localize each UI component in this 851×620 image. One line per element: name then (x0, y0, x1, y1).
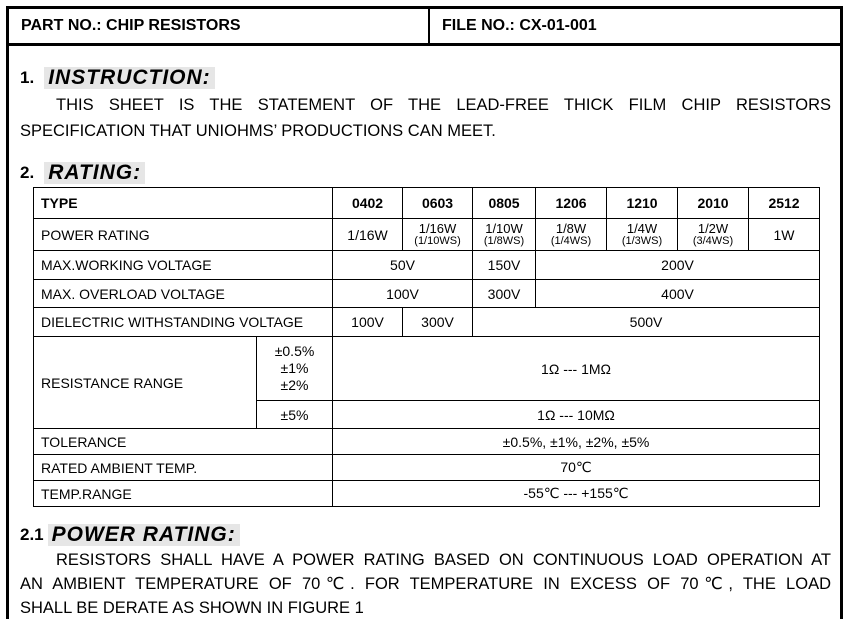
document-header (6, 6, 843, 46)
dielectric-label: DIELECTRIC WITHSTANDING VOLTAGE (34, 308, 333, 337)
section-title: RATING: (44, 162, 145, 184)
rated-ambient-value: 70℃ (333, 455, 820, 481)
section-number: 2. (20, 163, 35, 182)
max-working-voltage-label: MAX.WORKING VOLTAGE (34, 251, 333, 280)
table-row-temp-range (34, 481, 820, 507)
power-rating-line-2: AN AMBIENT TEMPERATURE OF 70℃. FOR TEMPERATURE IN EXCESS OF 70℃, THE LOAD (20, 575, 831, 593)
max-working-voltage-value: 50V (333, 251, 473, 280)
max-working-voltage-value: 200V (536, 251, 820, 280)
section-title: POWER RATING: (48, 524, 240, 546)
table-row-tolerance (34, 429, 820, 455)
max-overload-voltage-value: 300V (473, 280, 536, 308)
power-rating-cell (333, 219, 403, 251)
power-rating-cell: 1/16W (1/10WS) (403, 219, 473, 251)
power-rating-cell: 1/10W (1/8WS) (473, 219, 536, 251)
resistance-range-label: RESISTANCE RANGE (34, 337, 257, 429)
section-number: 1. (20, 68, 35, 87)
instruction-line-1: THIS SHEET IS THE STATEMENT OF THE LEAD-FREE THICK FILM CHIP RESISTORS (56, 96, 831, 114)
size-1206: 1206 (536, 188, 607, 219)
section-2-1-heading (20, 524, 240, 546)
size-2010: 2010 (678, 188, 749, 219)
size-0402: 0402 (333, 188, 403, 219)
tolerance-value: ±0.5%, ±1%, ±2%, ±5% (333, 429, 820, 455)
resistance-range-a: 1Ω --- 1MΩ (333, 337, 820, 401)
power-rating-line-1: RESISTORS SHALL HAVE A POWER RATING BASED ON CONTINUOUS LOAD OPERATION AT (56, 551, 831, 569)
table-row-resistance-range-a (34, 337, 820, 401)
dielectric-value: 300V (403, 308, 473, 337)
rated-ambient-label: RATED AMBIENT TEMP. (34, 455, 333, 481)
type-label: TYPE (34, 188, 333, 219)
dielectric-value: 100V (333, 308, 403, 337)
table-row-dielectric (34, 308, 820, 337)
table-row-type (34, 188, 820, 219)
power-rating-main: 1/16W (347, 226, 388, 243)
power-rating-cell: 1/2W (3/4WS) (678, 219, 749, 251)
size-0603: 0603 (403, 188, 473, 219)
section-number: 2.1 (20, 525, 44, 544)
instruction-line-2: SPECIFICATION THAT UNIOHMS’ PRODUCTIONS CAN MEET. (20, 122, 496, 140)
instruction-paragraph (20, 92, 831, 144)
temp-range-value: -55℃ --- +155℃ (333, 481, 820, 507)
file-number: FILE NO.: CX-01-001 (442, 17, 597, 34)
power-rating-cell (749, 219, 820, 251)
power-rating-cell: 1/8W (1/4WS) (536, 219, 607, 251)
size-1210: 1210 (607, 188, 678, 219)
power-rating-paragraph (20, 548, 831, 620)
part-number: PART NO.: CHIP RESISTORS (9, 9, 430, 43)
size-0805: 0805 (473, 188, 536, 219)
table-row-rated-ambient (34, 455, 820, 481)
power-rating-main: 1W (773, 226, 795, 243)
max-overload-voltage-label: MAX. OVERLOAD VOLTAGE (34, 280, 333, 308)
resistance-tolerance-a: ±0.5% ±1% ±2% (257, 337, 333, 401)
table-row-power-rating (34, 219, 820, 251)
power-rating-line-3: SHALL BE DERATE AS SHOWN IN FIGURE 1 (20, 599, 364, 617)
temp-range-label: TEMP.RANGE (34, 481, 333, 507)
section-2-heading (20, 162, 145, 184)
resistance-range-b: 1Ω --- 10MΩ (333, 401, 820, 429)
size-2512: 2512 (749, 188, 820, 219)
resistance-tolerance-b: ±5% (257, 401, 333, 429)
power-rating-label: POWER RATING (34, 219, 333, 251)
max-overload-voltage-value: 400V (536, 280, 820, 308)
power-rating-cell: 1/4W (1/3WS) (607, 219, 678, 251)
section-1-heading (20, 67, 215, 89)
tolerance-label: TOLERANCE (34, 429, 333, 455)
table-row-max-overload-voltage (34, 280, 820, 308)
table-row-max-working-voltage (34, 251, 820, 280)
rating-table (33, 187, 820, 507)
max-working-voltage-value: 150V (473, 251, 536, 280)
max-overload-voltage-value: 100V (333, 280, 473, 308)
dielectric-value: 500V (473, 308, 820, 337)
section-title: INSTRUCTION: (44, 67, 215, 89)
